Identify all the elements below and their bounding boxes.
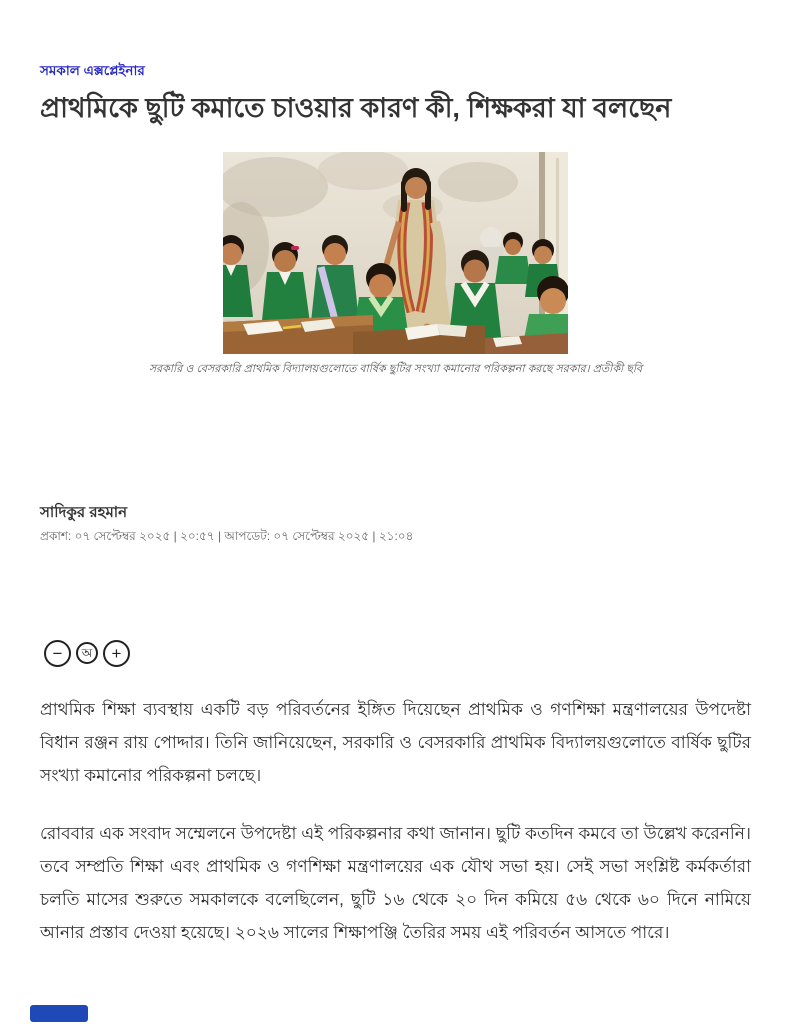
byline — [40, 504, 751, 543]
floating-widget[interactable] — [30, 1005, 88, 1022]
classroom-photo-art — [223, 152, 568, 354]
paragraph-1: প্রাথমিক শিক্ষা ব্যবস্থায় একটি বড় পরিবর্তনের ইঙ্গিত দিয়েছেন প্রাথমিক ও গণশিক্ষা মন্ত্রণালয়ের উপদেষ্টা বিধান রঞ্জন রায় পোদ্দার। তিনি জানিয়েছেন, সরকারি ও বেসরকারি প্রাথমিক বিদ্যালয়গুলোতে বার্ষিক ছুটির সংখ্যা কমানোর পরিকল্পনা চলছে। — [40, 700, 751, 785]
photo-caption: সরকারি ও বেসরকারি প্রাথমিক বিদ্যালয়গুলোতে বার্ষিক ছুটির সংখ্যা কমানোর পরিকল্পনা করছে সরকার। প্রতীকী ছবি — [148, 363, 643, 375]
font-size-controls — [44, 639, 751, 667]
paragraph-2: রোববার এক সংবাদ সম্মেলনে উপদেষ্টা এই পরিকল্পনার কথা জানান। ছুটি কতদিন কমবে তা উল্লেখ করেননি। তবে সম্প্রতি শিক্ষা এবং প্রাথমিক ও গণশিক্ষা মন্ত্রণালয়ের এক যৌথ সভা হয়। সেই সভা সংশ্লিষ্ট কর্মকর্তারা চলতি মাসের শুরুতে সমকালকে বলেছিলেন, ছুটি ১৬ থেকে ২০ দিন কমিয়ে ৫৬ থেকে ৬০ দিনে নামিয়ে আনার প্রস্তাব দেওয়া হয়েছে। ২০২৬ সালের শিক্ষাপঞ্জি তৈরির সময় এই পরিবর্তন আসতে পারে। — [40, 824, 751, 942]
article-body — [40, 693, 751, 949]
author-name: সাদিকুর রহমান — [40, 504, 128, 521]
publish-dateline: প্রকাশ: ০৭ সেপ্টেম্বর ২০২৫ | ২০:৫৭ | আপডেট: ০৭ সেপ্টেম্বর ২০২৫ | ২১:০৪ — [40, 529, 414, 543]
minus-icon: − — [52, 643, 63, 663]
hero-figure — [40, 152, 751, 376]
bengali-a-icon: অ — [81, 646, 93, 660]
font-decrease-button[interactable] — [44, 640, 71, 667]
article-headline: প্রাথমিকে ছুটি কমাতে চাওয়ার কারণ কী, শিক্ষকরা যা বলছেন — [40, 93, 672, 123]
font-default-button[interactable] — [76, 642, 98, 664]
classroom-photo — [223, 152, 568, 354]
plus-icon: + — [111, 643, 122, 663]
font-increase-button[interactable] — [103, 640, 130, 667]
category-link[interactable]: সমকাল এক্সপ্লেইনার — [40, 63, 145, 78]
